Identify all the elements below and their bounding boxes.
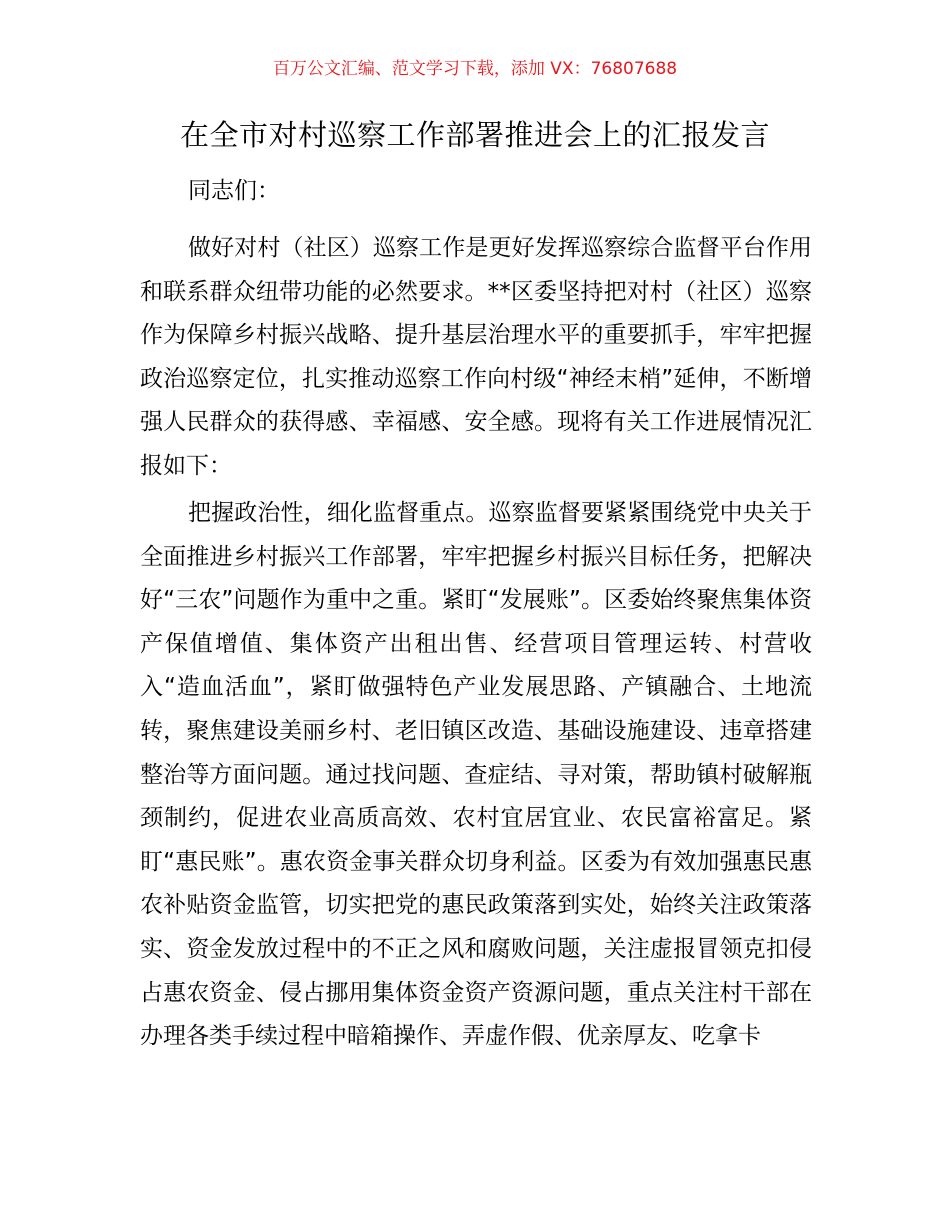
salutation: 同志们： [188, 178, 280, 204]
watermark-header: 百万公文汇编、范文学习下载，添加 VX：76807688 [272, 59, 678, 79]
paragraph-intro: 做好对村（社区）巡察工作是更好发挥巡察综合监督平台作用和联系群众纽带功能的必然要求。**区委坚持把对村（社区）巡察作为保障乡村振兴战略、提升基层治理水平的重要抓手，牢牢把握政治巡察定位，扎实推动巡察工作向村级“神经末梢”延伸，不断增强人民群众的获得感、幸福感、安全感。现将有关工作进展情况汇报如下： [140, 235, 812, 479]
document-title: 在全市对村巡察工作部署推进会上的汇报发言 [179, 118, 770, 152]
paragraph-political-supervision: 把握政治性，细化监督重点。巡察监督要紧紧围绕党中央关于全面推进乡村振兴工作部署，牢牢把握乡村振兴目标任务，把解决好“三农”问题作为重中之重。紧盯“发展账”。区委始终聚焦集体资产保值增值、集体资产出租出售、经营项目管理运转、村营收入“造血活血”，紧盯做强特色产业发展思路、产镇融合、土地流转，聚焦建设美丽乡村、老旧镇区改造、基础设施建设、违章搭建整治等方面问题。通过找问题、查症结、寻对策，帮助镇村破解瓶颈制约，促进农业高质高效、农村宜居宜业、农民富裕富足。紧盯“惠民账”。惠农资金事关群众切身利益。区委为有效加强惠民惠农补贴资金监管，切实把党的惠民政策落到实处，始终关注政策落实、资金发放过程中的不正之风和腐败问题，关注虚报冒领克扣侵占惠农资金、侵占挪用集体资金资产资源问题，重点关注村干部在办理各类手续过程中暗箱操作、弄虚作假、优亲厚友、吃拿卡 [140, 500, 812, 1050]
